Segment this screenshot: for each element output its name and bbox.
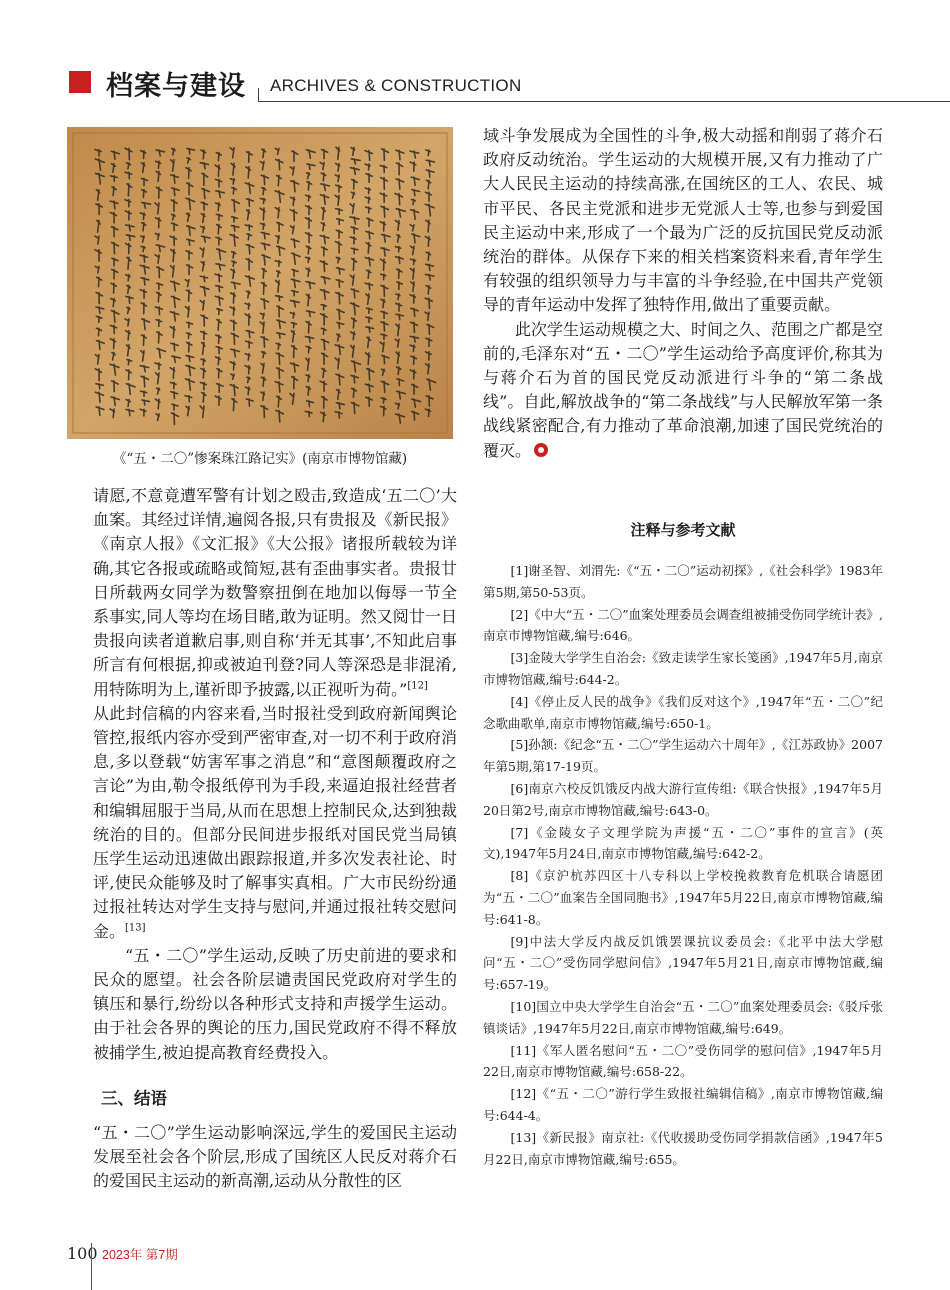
reference-item: [9]中法大学反内战反饥饿罢课抗议委员会:《北平中法大学慰问“五・二〇”受伤同学慰问信》,1947年5月21日,南京市博物馆藏,编号:657-19。 [483,933,883,993]
figure-caption: 《“五・二〇”惨案珠江路记实》(南京市博物馆藏) [112,451,408,467]
reference-item: [3]金陵大学学生自治会:《致走读学生家长笺函》,1947年5月,南京市博物馆藏,编号:644-2。 [483,650,883,687]
header-brand-square [69,71,91,93]
handwritten-manuscript-image [67,127,453,439]
references-heading: 注释与参考文献 [630,521,736,539]
footer-divider [91,1243,92,1290]
citation-12: [12] [407,680,428,692]
paragraph [483,318,883,463]
reference-item: [2]《中大“五・二〇”血案处理委员会调查组被捕受伤同学统计表》,南京市博物馆藏,编号:646。 [483,606,883,644]
reference-item: [7]《金陵女子文理学院为声援“五・二〇”事件的宣言》(英文),1947年5月24日,南京市博物馆藏,编号:642-2。 [483,824,883,862]
left-column-body [93,484,457,1065]
reference-item: [10]国立中央大学学生自治会“五・二〇”血案处理委员会:《驳斥张镇谈话》,1947年5月22日,南京市博物馆藏,编号:649。 [483,998,883,1036]
paragraph-text: 此次学生运动规模之大、时间之久、范围之广都是空前的,毛泽东对“五・二〇”学生运动给予高度评价,称其为与蒋介石为首的国民党反动派进行斗争的“第二条战线”。自此,解放战争的“第二条战线”与人民解放军第一条战线紧密配合,有力推动了革命浪潮,加速了国民党统治的覆灭。 [483,319,884,460]
paragraph [93,702,457,944]
article-end-icon [534,443,548,457]
paragraph [93,484,457,702]
header-divider [258,101,950,102]
paragraph: 域斗争发展成为全国性的斗争,极大动摇和削弱了蒋介石政府反动统治。学生运动的大规模开展,又有力推动了广大人民民主运动的持续高涨,在国统区的工人、农民、城市平民、各民主党派和进步无党派人士等,也参与到爱国民主运动中来,形成了一个最为广泛的反抗国民党反动派统治的群体。从保存下来的相关档案资料来看,青年学生有较强的组织领导力与丰富的斗争经验,在中国共产党领导的青年运动中发挥了独特作用,做出了重要贡献。 [483,126,883,315]
references-list [483,560,883,1170]
journal-title-en: ARCHIVES & CONSTRUCTION [270,76,522,95]
page-number: 100 [67,1244,98,1263]
reference-item: [12]《“五・二〇”游行学生致报社编辑信稿》,南京市博物馆藏,编号:644-4。 [483,1086,883,1123]
paragraph-text: 从此封信稿的内容来看,当时报社受到政府新闻舆论管控,报纸内容亦受到严密审查,对一切不利于政府消息,多以登载“妨害军事之消息”和“意图颠覆政府之言论”为由,勒令报纸停刊为手段,来逼迫报社经营者和编辑屈服于当局,从而在思想上控制民众,达到独裁统治的目的。但部分民间进步报纸对国民党当局镇压学生运动迅速做出跟踪报道,并多次发表社论、时评,使民众能够及时了解事实真相。广大市民纷纷通过报社转达对学生支持与慰问,并通过报社转交慰问金。 [93,703,457,941]
section-heading: 三、结语 [101,1089,167,1108]
reference-item: [13]《新民报》南京社:《代收援助受伤同学捐款信函》,1947年5月22日,南京市博物馆藏,编号:655。 [483,1129,883,1167]
right-column-body [483,124,883,463]
conclusion-body [93,1121,457,1194]
paragraph: “五・二〇”学生运动,反映了历史前进的要求和民众的愿望。社会各阶层谴责国民党政府对学生的镇压和暴行,纷纷以各种形式支持和声援学生运动。由于社会各界的舆论的压力,国民党政府不得不释放被捕学生,被迫提高教育经费投入。 [93,945,457,1062]
reference-item: [1]谢圣智、刘渭先:《“五・二〇”运动初探》,《社会科学》1983年第5期,第50-53页。 [483,563,883,600]
citation-13: [13] [125,922,146,934]
archive-document-photo [67,127,453,439]
reference-item: [5]孙颔:《纪念“五・二〇”学生运动六十周年》,《江苏政协》2007年第5期,第17-19页。 [483,737,883,775]
reference-item: [6]南京六校反饥饿反内战大游行宣传组:《联合快报》,1947年5月20日第2号,南京市博物馆藏,编号:643-0。 [483,780,883,818]
header-divider-vertical [258,88,259,102]
reference-item: [8]《京沪杭苏四区十八专科以上学校挽救教育危机联合请愿团为“五・二〇”血案告全国同胞书》,1947年5月22日,南京市博物馆藏,编号:641-8。 [483,868,883,927]
journal-title-cn: 档案与建设 [106,71,246,102]
issue-label: 2023年 第7期 [102,1248,178,1262]
paragraph: “五・二〇”学生运动影响深远,学生的爱国民主运动发展至社会各个阶层,形成了国统区人民反对蒋介石的爱国民主运动的新高潮,运动从分散性的区 [93,1123,457,1191]
reference-item: [4]《停止反人民的战争》《我们反对这个》,1947年“五・二〇”纪念歌曲歌单,南京市博物馆藏,编号:650-1。 [483,693,883,731]
paragraph-text: 请愿,不意竟遭军警有计划之殴击,致造成‘五二〇’大血案。其经过详情,遍阅各报,只有贵报及《新民报》《南京人报》《文汇报》《大公报》诸报所载较为详确,其它各报或疏略或简短,甚有歪曲事实者。贵报廿日所载两女同学为数警察扭倒在地加以侮辱一节全系事实,同人等均在场目睹,敢为证明。然又阅廿一日贵报向读者道歉启事,则自称‘并无其事’,不知此启事所言有何根据,抑或被迫刊登?同人等深恐是非混淆,用特陈明为上,谨祈即予披露,以正视听为荷。” [93,486,457,699]
reference-item: [11]《军人匿名慰问“五・二〇”受伤同学的慰问信》,1947年5月22日,南京市博物馆藏,编号:658-22。 [483,1042,883,1080]
